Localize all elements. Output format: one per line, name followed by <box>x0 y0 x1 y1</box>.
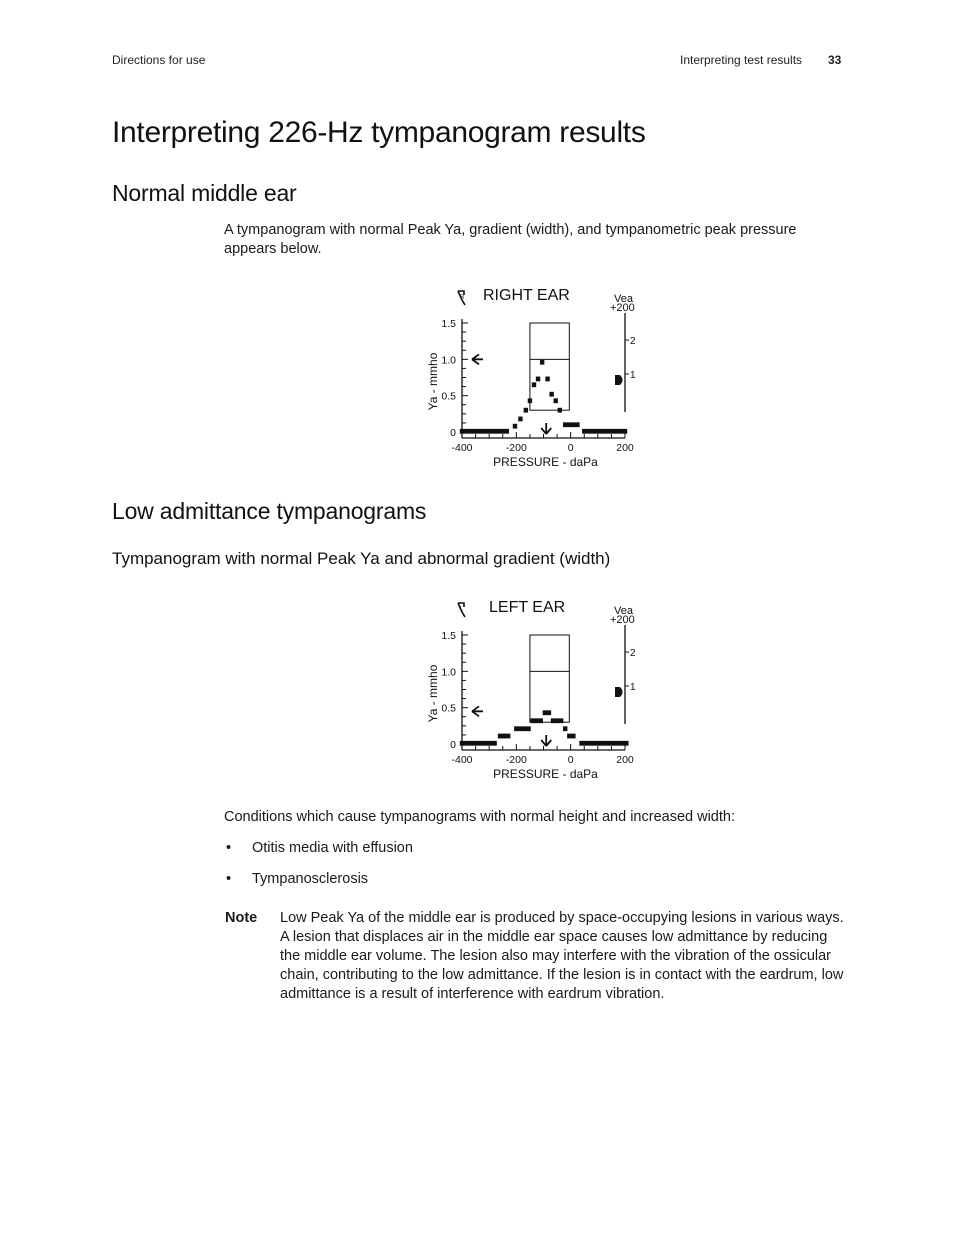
vea-tick-label: 1 <box>630 682 636 693</box>
data-point <box>472 429 476 434</box>
data-point <box>587 741 591 746</box>
data-point <box>623 429 627 434</box>
data-point <box>555 718 559 723</box>
y-tick-label: 1.5 <box>441 318 456 330</box>
y-tick-label: 0 <box>450 739 456 751</box>
y-tick-label: 1.5 <box>441 630 456 642</box>
x-tick-label: -400 <box>451 754 473 766</box>
data-point <box>468 429 472 434</box>
data-point <box>619 429 623 434</box>
data-point <box>480 429 484 434</box>
peak-pressure-arrow-icon <box>541 423 551 434</box>
data-point <box>554 398 558 403</box>
x-tick-label: -400 <box>451 442 473 454</box>
data-point <box>526 726 530 731</box>
peak-ya-arrow-icon <box>472 706 483 716</box>
data-point <box>567 734 571 739</box>
data-point <box>492 741 496 746</box>
chart-title: LEFT EAR <box>489 599 566 616</box>
x-tick-label: 0 <box>567 754 574 766</box>
data-point <box>620 741 624 746</box>
data-point <box>592 741 596 746</box>
data-point <box>505 429 509 434</box>
vea-top-label: +200 <box>610 302 635 314</box>
y-tick-label: 1.0 <box>441 666 456 679</box>
x-tick-label: -200 <box>505 754 527 766</box>
data-point <box>607 429 611 434</box>
data-point <box>498 734 502 739</box>
data-point <box>612 741 616 746</box>
data-point <box>547 710 551 715</box>
data-point <box>590 429 594 434</box>
x-tick-label: 200 <box>616 442 634 454</box>
data-point <box>539 718 543 723</box>
peak-ya-arrow-icon <box>472 354 483 364</box>
peak-pressure-arrow-icon <box>541 735 551 746</box>
ear-marker-letter: R <box>460 295 465 301</box>
data-point <box>496 429 500 434</box>
data-point <box>536 377 540 382</box>
vea-tick-label: 1 <box>630 370 636 381</box>
x-tick-label: -200 <box>505 442 527 454</box>
data-point <box>488 741 492 746</box>
data-point <box>583 741 587 746</box>
normal-intro: A tympanogram with normal Peak Ya, gradient (width), and tympanometric peak pressure appears below. <box>224 222 797 257</box>
data-point <box>579 741 583 746</box>
data-point <box>476 429 480 434</box>
data-point <box>559 718 563 723</box>
data-point <box>616 741 620 746</box>
y-tick-label: 0.5 <box>441 390 456 403</box>
vea-label: Vea <box>614 293 633 305</box>
data-point <box>567 422 571 427</box>
data-point <box>513 424 517 429</box>
running-header-left: Directions for use <box>112 53 206 67</box>
y-tick-label: 1.0 <box>441 354 456 367</box>
bullet-marker: • <box>226 871 232 887</box>
data-point <box>535 718 539 723</box>
bullet-marker: • <box>226 840 232 856</box>
data-point <box>524 408 528 413</box>
data-point <box>604 741 608 746</box>
data-point <box>518 417 522 422</box>
vea-top-label: +200 <box>610 614 635 626</box>
data-point <box>611 429 615 434</box>
vea-tick-label: 2 <box>630 336 636 347</box>
conditions-intro: Conditions which cause tympanograms with normal height and increased width: <box>224 809 735 825</box>
low-heading: Low admittance tympanograms <box>112 498 427 524</box>
vea-label: Vea <box>614 605 633 617</box>
data-point <box>594 429 598 434</box>
y-axis-label: Ya - mmho <box>426 352 440 411</box>
note-label: Note <box>225 910 258 926</box>
x-tick-label: 0 <box>567 442 574 454</box>
data-point <box>492 429 496 434</box>
low-subheading: Tympanogram with normal Peak Ya and abnormal gradient (width) <box>112 549 611 568</box>
data-point <box>502 734 506 739</box>
list-item: Tympanosclerosis <box>252 871 369 887</box>
tympanogram-right <box>415 280 655 475</box>
data-point <box>586 429 590 434</box>
data-point <box>460 741 464 746</box>
data-point <box>600 741 604 746</box>
data-point <box>563 422 567 427</box>
note-text: Low Peak Ya of the middle ear is produced by space-occupying lesions in various ways. A lesion that displaces air in the middle ear space causes low admittance by reducing the middle ear volume. The lesion also may interfere with the vibration of the ossicular chain, contributing to the low admittance. If the lesion is in contact with the eardrum, low admittance is a result of interference with eardrum vibration. <box>280 910 844 1002</box>
data-point <box>522 726 526 731</box>
tympanogram-left <box>415 592 655 787</box>
data-point <box>608 741 612 746</box>
running-header-section: Interpreting test results <box>680 53 803 67</box>
x-axis-label: PRESSURE - daPa <box>493 455 598 469</box>
normal-heading: Normal middle ear <box>112 180 297 206</box>
data-point <box>598 429 602 434</box>
data-point <box>472 741 476 746</box>
vea-marker <box>615 375 623 385</box>
data-point <box>484 741 488 746</box>
data-point <box>602 429 606 434</box>
data-point <box>468 741 472 746</box>
y-axis-label: Ya - mmho <box>426 664 440 723</box>
data-point <box>571 422 575 427</box>
data-point <box>501 429 505 434</box>
data-point <box>506 734 510 739</box>
data-point <box>540 360 544 365</box>
vea-tick-label: 2 <box>630 648 636 659</box>
list-item: Otitis media with effusion <box>252 840 413 856</box>
y-tick-label: 0.5 <box>441 702 456 715</box>
data-point <box>596 741 600 746</box>
page-number: 33 <box>828 53 842 67</box>
data-point <box>528 398 532 403</box>
data-point <box>488 429 492 434</box>
data-point <box>514 726 518 731</box>
data-point <box>476 741 480 746</box>
data-point <box>460 429 464 434</box>
vea-marker <box>615 687 623 697</box>
data-point <box>480 741 484 746</box>
x-axis-label: PRESSURE - daPa <box>493 767 598 781</box>
data-point <box>563 726 567 731</box>
data-point <box>571 734 575 739</box>
data-point <box>549 392 553 397</box>
data-point <box>464 741 468 746</box>
data-point <box>518 726 522 731</box>
data-point <box>543 710 547 715</box>
data-point <box>545 377 549 382</box>
data-point <box>464 429 468 434</box>
data-point <box>558 408 562 413</box>
page-title: Interpreting 226-Hz tympanogram results <box>112 116 646 149</box>
x-tick-label: 200 <box>616 754 634 766</box>
data-point <box>530 718 534 723</box>
data-point <box>575 422 579 427</box>
data-point <box>484 429 488 434</box>
normal-region-box <box>530 635 569 722</box>
data-point <box>532 382 536 387</box>
data-point <box>582 429 586 434</box>
data-point <box>551 718 555 723</box>
data-point <box>624 741 628 746</box>
data-point <box>615 429 619 434</box>
chart-title: RIGHT EAR <box>483 287 570 304</box>
normal-region-box <box>530 323 569 410</box>
ear-marker-letter: L <box>460 607 464 613</box>
y-tick-label: 0 <box>450 427 456 439</box>
